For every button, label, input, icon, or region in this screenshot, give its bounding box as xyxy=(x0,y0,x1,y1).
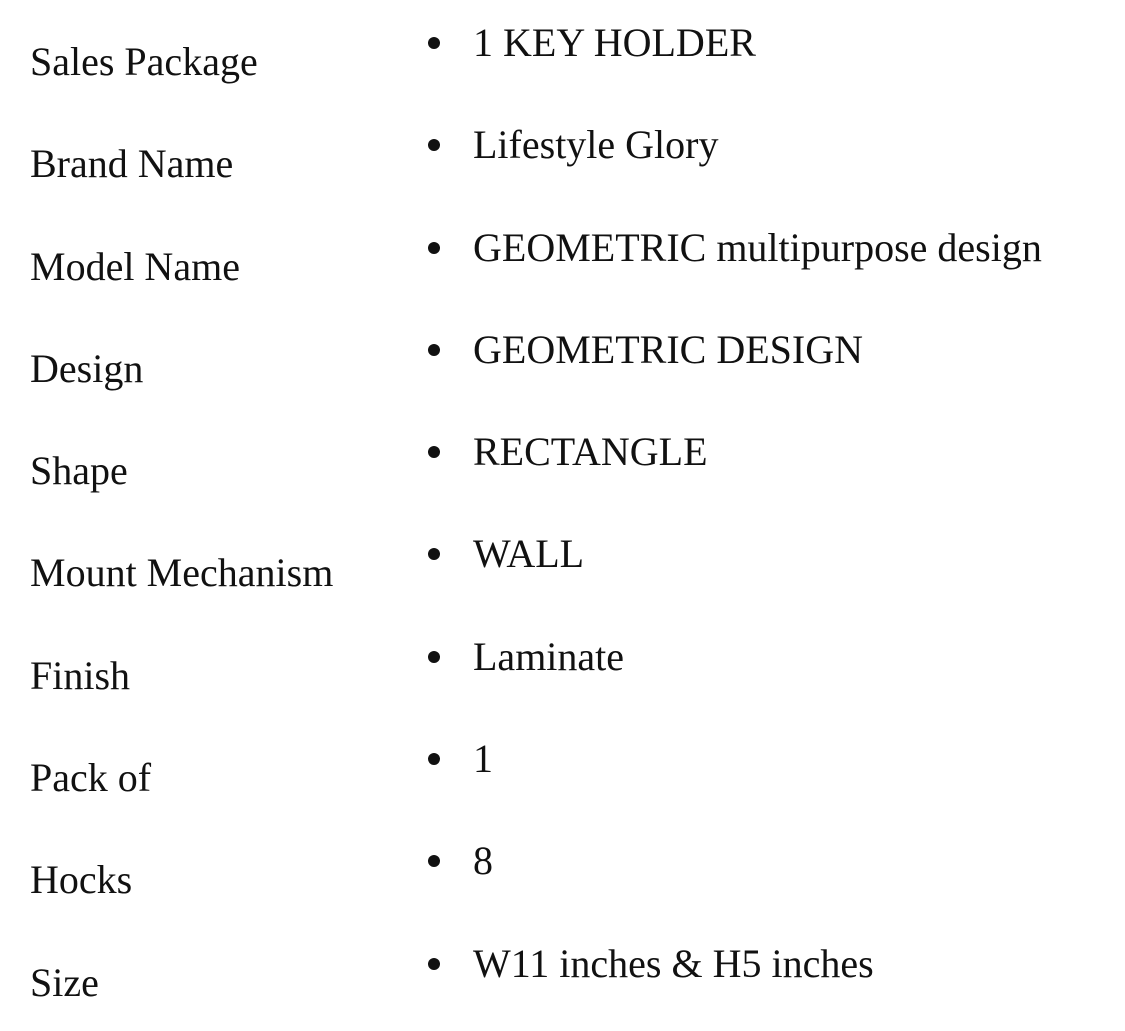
spec-value-text: 8 xyxy=(473,838,493,884)
spec-value xyxy=(428,326,863,372)
bullet-icon xyxy=(428,548,440,560)
bullet-icon xyxy=(428,344,440,356)
bullet-icon xyxy=(428,855,440,867)
spec-value xyxy=(428,20,756,65)
spec-value xyxy=(428,736,493,782)
bullet-icon xyxy=(428,446,440,458)
spec-label: Design xyxy=(30,345,144,391)
spec-row-size xyxy=(0,921,1125,1023)
spec-row-model-name xyxy=(0,205,1125,307)
spec-row-pack-of xyxy=(0,716,1125,818)
bullet-icon xyxy=(428,242,440,254)
spec-value xyxy=(428,224,1042,270)
spec-row-sales-package xyxy=(0,0,1125,102)
spec-value xyxy=(428,122,719,168)
spec-value xyxy=(428,633,625,679)
bullet-icon xyxy=(428,651,440,663)
spec-row-brand-name xyxy=(0,102,1125,204)
spec-label: Brand Name xyxy=(30,141,234,187)
spec-label: Finish xyxy=(30,652,131,698)
spec-label: Pack of xyxy=(30,755,152,801)
spec-value-text: WALL xyxy=(473,531,585,577)
bullet-icon xyxy=(428,37,440,49)
bullet-icon xyxy=(428,753,440,765)
spec-label: Model Name xyxy=(30,243,240,289)
spec-row-mount-mechanism xyxy=(0,511,1125,613)
spec-row-hocks xyxy=(0,818,1125,920)
spec-value-text: W11 inches & H5 inches xyxy=(473,940,874,986)
spec-label: Sales Package xyxy=(30,39,258,84)
spec-value-text: 1 xyxy=(473,736,493,782)
spec-row-finish xyxy=(0,614,1125,716)
spec-value-text: Lifestyle Glory xyxy=(473,122,719,168)
spec-value xyxy=(428,531,585,577)
spec-value xyxy=(428,940,874,986)
spec-value xyxy=(428,429,708,475)
spec-label: Hocks xyxy=(30,857,133,903)
spec-value-text: GEOMETRIC DESIGN xyxy=(473,326,863,372)
spec-row-shape xyxy=(0,409,1125,511)
spec-value-text: Laminate xyxy=(473,633,625,679)
spec-label: Size xyxy=(30,959,99,1005)
spec-value-text: 1 KEY HOLDER xyxy=(473,20,756,65)
spec-value-text: RECTANGLE xyxy=(473,429,708,475)
bullet-icon xyxy=(428,139,440,151)
spec-row-design xyxy=(0,307,1125,409)
spec-label: Shape xyxy=(30,448,128,494)
spec-value xyxy=(428,838,493,884)
spec-label: Mount Mechanism xyxy=(30,550,334,596)
bullet-icon xyxy=(428,958,440,970)
spec-value-text: GEOMETRIC multipurpose design xyxy=(473,224,1042,270)
